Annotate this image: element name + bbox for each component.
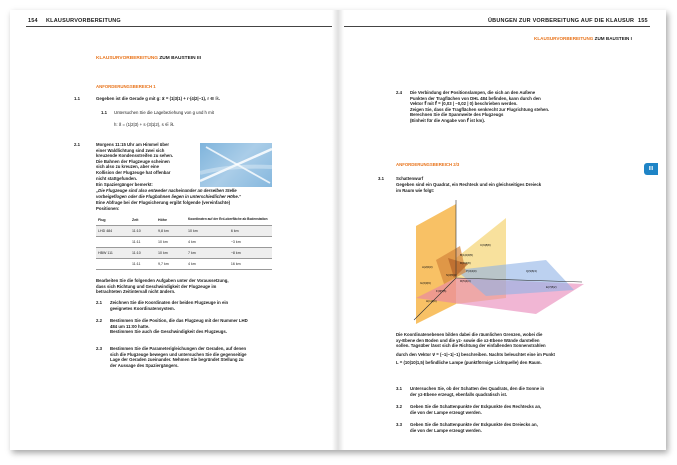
svg-text:C(9|8|8): C(9|8|8) <box>480 243 491 247</box>
flight-table <box>96 215 272 270</box>
right-page-number: 155 <box>638 18 648 24</box>
table-row: 11:11 10 km 4 km −3 km <box>96 237 272 248</box>
svg-text:G(6|3|6): G(6|3|6) <box>420 281 431 285</box>
table-header-row: Flug Zeit Höhe Koordinaten auf der Erd-oberfläche ab Bodenstation <box>96 215 272 226</box>
left-running-head: KLAUSURVORBEREITUNG <box>46 18 121 24</box>
task-11-text: Untersuchen Sie die Lagebeziehung von g und h mit <box>114 110 214 115</box>
subtask-22-number: 2.2 <box>96 318 102 323</box>
task-2-intro: Morgens 11:15 Uhr am Himmel über einer Waldlichtung sind zwei sich kreuzende Kondensstreifen zu sehen. Die Bahnen der Flugzeuge scheinen sich also zu kreuzen, aber eine Kollision der Flugzeuge hat offenbar nicht stattgefunden. <box>96 142 174 181</box>
task-1-text: Gegeben ist die Gerade g mit g: x⃗ = (1|3|1) + r·(4|2|−1), r ∈ ℝ. <box>96 96 220 101</box>
task-3-intro: Gegeben sind ein Quadrat, ein Rechteck und ein gleichseitiges Dreieck im Raum wie folgt: <box>396 182 542 193</box>
right-running-head: ÜBUNGEN ZUR VORBEREITUNG AUF DIE KLAUSUR <box>488 18 635 24</box>
svg-text:F(0|5|5): F(0|5|5) <box>436 289 447 293</box>
svg-text:H(1|4|0): H(1|4|0) <box>426 299 437 303</box>
book-gutter <box>332 10 344 450</box>
figure-description: Die Koordinatenebenen bilden dabei die räumlichen Grenzen, wobei die xy-Ebene den Boden und die yz- sowie die xz-Ebene Wände darstellen sollen. Tagsüber lässt sich die Richtung der einfallenden Sonnenstrahlen durch den Vektor v⃗ = (−1|−1|−1) beschreiben. Nachts beleuchtet eine im Punkt L = (10|10|1,5) befindliche Lampe (punktförmige Lichtquelle) den Raum. <box>396 332 555 366</box>
contrails-photo <box>200 143 272 187</box>
subtask-24-number: 2.4 <box>396 90 402 95</box>
subtask-33-text: Geben Sie die Schattenpunkte der Eckpunkte des Dreiecks an, die von der Lampe erzeugt werden. <box>410 422 538 433</box>
book-spread <box>10 10 666 450</box>
left-section-title: KLAUSURVORBEREITUNG ZUM BAUSTEIN III <box>96 56 201 61</box>
subtask-23-text: Bestimmen Sie die Parameterigleichungen der Geraden, auf denen sich die Flugzeuge bewegen und untersuchen Sie die gegenseitige Lage der Geraden zueinander. Nehmen Sie begründet Stellung zu der Aussage des Spaziergängers. <box>110 346 247 368</box>
right-level-heading: ANFORDERUNGSBEREICH 2/3 <box>396 162 460 167</box>
svg-text:A(2|0|3): A(2|0|3) <box>422 265 433 269</box>
contrails-image <box>200 143 272 187</box>
subtask-24-text: Die Verbindung der Positionslampen, die sich an den Außene Punkten der Tragflächen von DHL 484 befinden, kann durch den Vektor f⃗ mit f⃗ = (0,03 | −0,02 | 0) beschrieben werden. Zeigen Sie, dass die Tragflächen senkrecht zur Flugrichtung stehen. Berechnen Sie die Spannweite des Flugzeugs (Einheit für die Angabe von f⃗ ist km). <box>410 90 550 123</box>
table-intro: Eine Abfrage bei der Flugsicherung ergibt folgende (vereinfachte) Positionen: <box>96 200 231 211</box>
subtask-33-number: 3.3 <box>396 422 402 427</box>
right-header-rule <box>344 26 650 27</box>
svg-text:S(3|5|4): S(3|5|4) <box>446 273 457 277</box>
task-1-number: 1.1 <box>74 96 80 101</box>
task-11-formula: h: x⃗ = (1|2|3) + s·(3|1|2), s ∈ ℝ. <box>114 122 175 127</box>
subtask-31-text: Untersuchen Sie, ob der Schatten des Quadrats, den die Sonne in der yz-Ebene erzeugt, ebenfalls quadratisch ist. <box>410 386 545 397</box>
shadow-figure <box>396 198 586 328</box>
left-page-number: 154 <box>28 18 38 24</box>
after-table-text: Bearbeiten Sie die folgenden Aufgaben unter der Voraussetzung, dass sich Richtung und Geschwindigkeit der Flugzeuge im betrachteten Zeitintervall nicht ändern. <box>96 278 229 295</box>
walker-quote: „Die Flugzeuge sind also entweder nacheinander an derselben Stelle vorbeigeflogen oder die Flugbahnen liegen in unterschiedlicher Höhe.“ <box>96 188 242 199</box>
svg-text:Q(9|6|3): Q(9|6|3) <box>526 269 537 273</box>
task-3-number: 3.1 <box>378 176 384 181</box>
subtask-21-text: Zeichnen Sie die Koordinaten der beiden Flugzeuge in ein geeignetes Koordinatensystem. <box>110 300 229 311</box>
table-row: 11:11 9,7 km 4 km 16 km <box>96 259 272 270</box>
svg-text:E(7|8|2): E(7|8|2) <box>546 285 557 289</box>
subtask-31-number: 3.1 <box>396 386 402 391</box>
right-page <box>338 10 666 450</box>
right-section-title: KLAUSURVORBEREITUNG ZUM BAUSTEIN I <box>534 36 632 41</box>
task-11-number: 1.1 <box>101 110 107 115</box>
task-2-number: 2.1 <box>74 142 80 147</box>
subtask-32-text: Geben Sie die Schattenpunkte der Eckpunkte des Rechtecks an, die von der Lampe erzeugt werden. <box>410 404 542 415</box>
left-header-rule <box>26 26 332 27</box>
svg-text:R(5|4|3): R(5|4|3) <box>460 279 471 283</box>
walker-remark: Ein Spaziergänger bemerkt: <box>96 182 153 187</box>
table-row: HBW 111 11:10 10 km 7 km −8 km <box>96 248 272 259</box>
subtask-32-number: 3.2 <box>396 404 402 409</box>
subtask-23-number: 2.3 <box>96 346 102 351</box>
svg-text:P(3|4|0): P(3|4|0) <box>466 269 477 273</box>
svg-text:B(1|0|9|5): B(1|0|9|5) <box>460 253 474 257</box>
task-3-title: Schattenwurf <box>396 176 424 181</box>
svg-text:D(8|4|8): D(8|4|8) <box>460 261 471 265</box>
left-level-heading: ANFORDERUNGSBEREICH 1 <box>96 84 156 89</box>
left-page <box>10 10 338 450</box>
subtask-21-number: 2.1 <box>96 300 102 305</box>
subtask-22-text: Bestimmen Sie die Position, die das Flugzeug mit der Nummer LHD 484 um 11:00 hatte. Bestimmen Sie auch die Geschwindigkeit des Flugzeugs. <box>110 318 248 335</box>
chapter-tab[interactable]: III <box>644 163 658 175</box>
table-row: LHD 484 11:10 9,8 km 10 km 6 km <box>96 226 272 237</box>
